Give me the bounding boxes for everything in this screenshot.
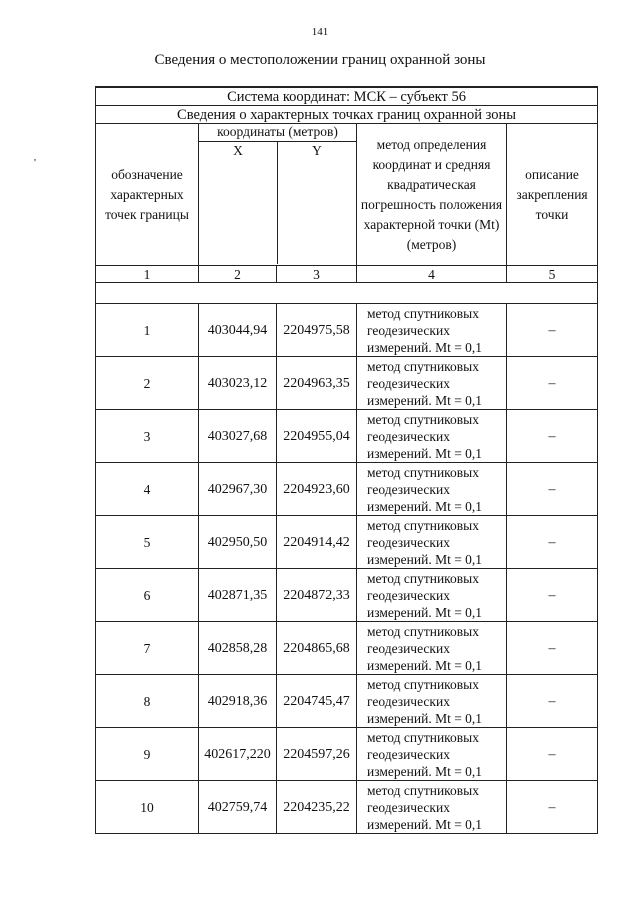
method-cell: метод спутниковых геодезических измерений. Mt = 0,1 (357, 622, 507, 675)
description-cell: – (507, 304, 598, 357)
method-cell: метод спутниковых геодезических измерений. Mt = 0,1 (357, 463, 507, 516)
coordinate-system-caption: Система координат: МСК – субъект 56 (96, 87, 598, 106)
x-coordinate-cell: 402950,50 (199, 516, 277, 569)
description-cell: – (507, 675, 598, 728)
blank-cell (96, 283, 598, 304)
column-number: 5 (507, 266, 598, 283)
description-cell: – (507, 728, 598, 781)
description-cell: – (507, 516, 598, 569)
column-number: 4 (357, 266, 507, 283)
y-coordinate-cell: 2204955,04 (277, 410, 357, 463)
point-number-cell: 8 (96, 675, 199, 728)
header-designation: обозначение характерных точек границы (96, 124, 199, 266)
table-row (96, 410, 598, 463)
method-cell: метод спутниковых геодезических измерений. Mt = 0,1 (357, 728, 507, 781)
point-number-cell: 7 (96, 622, 199, 675)
page-number: 141 (311, 26, 329, 38)
x-coordinate-cell: 402759,74 (199, 781, 277, 834)
point-number-cell: 1 (96, 304, 199, 357)
column-number: 3 (277, 266, 357, 283)
point-number-cell: 5 (96, 516, 199, 569)
column-number: 2 (199, 266, 277, 283)
x-coordinate-cell: 403044,94 (199, 304, 277, 357)
table-row (96, 304, 598, 357)
x-coordinate-cell: 403027,68 (199, 410, 277, 463)
boundary-points-table (95, 86, 598, 834)
x-coordinate-cell: 402858,28 (199, 622, 277, 675)
header-x: X (199, 142, 278, 264)
header-coordinates-group: координаты (метров) (199, 123, 356, 142)
description-cell: – (507, 781, 598, 834)
x-coordinate-cell: 402617,220 (199, 728, 277, 781)
y-coordinate-cell: 2204235,22 (277, 781, 357, 834)
table-row (96, 463, 598, 516)
point-number-cell: 10 (96, 781, 199, 834)
column-number: 1 (96, 266, 199, 283)
method-cell: метод спутниковых геодезических измерений. Mt = 0,1 (357, 357, 507, 410)
column-number-row (96, 266, 598, 283)
table-row (96, 675, 598, 728)
points-caption-row (96, 106, 598, 124)
x-coordinate-cell: 402967,30 (199, 463, 277, 516)
header-description: описание закрепления точки (507, 124, 598, 266)
page-title: Сведения о местоположении границ охранной зоны (154, 52, 486, 68)
description-cell: – (507, 463, 598, 516)
x-coordinate-cell: 402871,35 (199, 569, 277, 622)
method-cell: метод спутниковых геодезических измерений. Mt = 0,1 (357, 304, 507, 357)
y-coordinate-cell: 2204872,33 (277, 569, 357, 622)
point-number-cell: 9 (96, 728, 199, 781)
y-coordinate-cell: 2204597,26 (277, 728, 357, 781)
method-cell: метод спутниковых геодезических измерений. Mt = 0,1 (357, 675, 507, 728)
table-row (96, 622, 598, 675)
method-cell: метод спутниковых геодезических измерений. Mt = 0,1 (357, 781, 507, 834)
description-cell: – (507, 410, 598, 463)
blank-row (96, 283, 598, 304)
table-row (96, 516, 598, 569)
point-number-cell: 2 (96, 357, 199, 410)
table-row (96, 728, 598, 781)
header-method: метод определения координат и средняя квадратическая погрешность положения характерной точки (Mt) (метров) (357, 124, 507, 266)
table-row (96, 781, 598, 834)
description-cell: – (507, 357, 598, 410)
point-number-cell: 6 (96, 569, 199, 622)
point-number-cell: 3 (96, 410, 199, 463)
header-coordinates (199, 124, 357, 266)
table-row (96, 569, 598, 622)
point-number-cell: 4 (96, 463, 199, 516)
y-coordinate-cell: 2204745,47 (277, 675, 357, 728)
y-coordinate-cell: 2204963,35 (277, 357, 357, 410)
description-cell: – (507, 569, 598, 622)
y-coordinate-cell: 2204914,42 (277, 516, 357, 569)
x-coordinate-cell: 402918,36 (199, 675, 277, 728)
y-coordinate-cell: 2204865,68 (277, 622, 357, 675)
stray-mark: ' (34, 157, 36, 169)
coordinate-system-caption-row (96, 87, 598, 106)
method-cell: метод спутниковых геодезических измерений. Mt = 0,1 (357, 410, 507, 463)
description-cell: – (507, 622, 598, 675)
points-caption: Сведения о характерных точках границ охранной зоны (96, 106, 598, 124)
header-y: Y (312, 143, 322, 158)
y-coordinate-cell: 2204923,60 (277, 463, 357, 516)
y-coordinate-cell: 2204975,58 (277, 304, 357, 357)
table-row (96, 357, 598, 410)
method-cell: метод спутниковых геодезических измерений. Mt = 0,1 (357, 569, 507, 622)
method-cell: метод спутниковых геодезических измерений. Mt = 0,1 (357, 516, 507, 569)
header-row (96, 124, 598, 266)
x-coordinate-cell: 403023,12 (199, 357, 277, 410)
